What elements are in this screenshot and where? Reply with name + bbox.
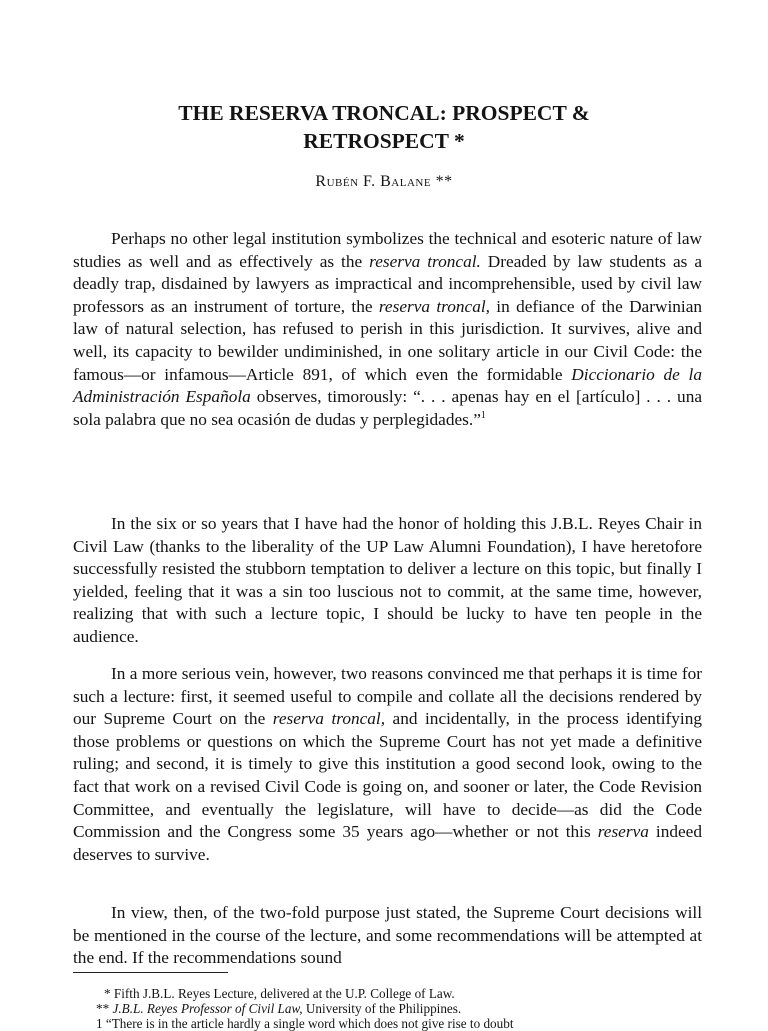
paragraph-1-text-a: Perhaps no other legal institution symbolizes the technical and esoteric nature of law studies as well and as effectively as the	[73, 229, 702, 271]
paragraph-3-italic-a: reserva troncal,	[272, 709, 386, 729]
paragraph-1	[73, 228, 702, 431]
footnote-1: 1 “There is in the article hardly a single word which does not give rise to doubt	[96, 1016, 514, 1031]
paragraph-3	[73, 663, 702, 866]
paragraph-4: In view, then, of the two-fold purpose just stated, the Supreme Court decisions will be mentioned in the course of the lecture, and some recommendations will be attempted at the end. If the recommendations sound	[73, 903, 702, 968]
paragraph-1-text-b: Dreaded by law students as a deadly trap, disdained by lawyers as impractical and incomprehensible, used by civil law professors as an instrument of torture, the	[73, 251, 702, 316]
footnote-author-rest: University of the Philippines.	[302, 1001, 462, 1016]
paragraph-1-text-d: observes, timorously: “. . . apenas hay en el [artículo] . . . una sola palabra que no sea ocasión de dudas y perplegidades.”	[73, 387, 703, 429]
paragraph-1-italic-a: reserva troncal.	[369, 251, 481, 271]
footnote-divider	[73, 972, 228, 973]
author-byline	[0, 172, 768, 192]
paragraph-3-text-c: indeed deserves to survive.	[73, 822, 702, 864]
footnote-author-mark: **	[96, 1001, 113, 1016]
title-line-1: THE RESERVA TRONCAL: PROSPECT &	[178, 101, 590, 125]
author-name: Rubén F. Balane	[315, 173, 432, 190]
paragraph-3-italic-b: reserva	[597, 822, 649, 842]
title-line-2: RETROSPECT *	[303, 129, 465, 153]
paragraph-1-text-c: in defiance of the Darwinian law of natural selection, has refused to perish in this jurisdiction. It survives, alive and well, its capacity to bewilder undiminished, in one solitary article in our Civil Code: the famous—or infamous—Article 891, of which even the formidable	[73, 296, 703, 384]
footnote-author-italic: J.B.L. Reyes Professor of Civil Law,	[112, 1001, 303, 1016]
paragraph-1-italic-c: Diccionario de la Administración Española	[73, 364, 702, 407]
paragraph-1-italic-b: reserva troncal,	[378, 296, 490, 316]
author-footnote-mark: **	[435, 173, 453, 190]
paragraph-2: In the six or so years that I have had the honor of holding this J.B.L. Reyes Chair in Civil Law (thanks to the liberality of the UP Law Alumni Foundation), I have heretofore successfully resisted the stubborn temptation to deliver a lecture on this topic, but finally I yielded, feeling that it was a sin too luscious not to commit, at the same time, however, realizing that with such a lecture topic, I should be lucky to have ten people in the audience.	[73, 514, 702, 646]
footnote-lecture: * Fifth J.B.L. Reyes Lecture, delivered at the U.P. College of Law.	[104, 986, 455, 1001]
footnote-author	[96, 1001, 736, 1016]
paragraph-3-text-b: and incidentally, in the process identifying those problems or questions on which the Supreme Court has not yet made a definitive ruling; and second, it is timely to give this institution a good second look, owing to the fact that work on a revised Civil Code is going on, and sooner or later, the Code Revision Committee, and eventually the legislature, will have to decide—as did the Code Commission and the Congress some 35 years ago—whether or not this	[73, 709, 703, 842]
paragraph-3-text-a: In a more serious vein, however, two reasons convinced me that perhaps it is time for such a lecture: first, it seemed useful to compile and collate all the decisions rendered by our Supreme Court on the	[73, 664, 702, 729]
footnote-ref-1: 1	[480, 409, 486, 421]
article-title	[0, 99, 768, 155]
